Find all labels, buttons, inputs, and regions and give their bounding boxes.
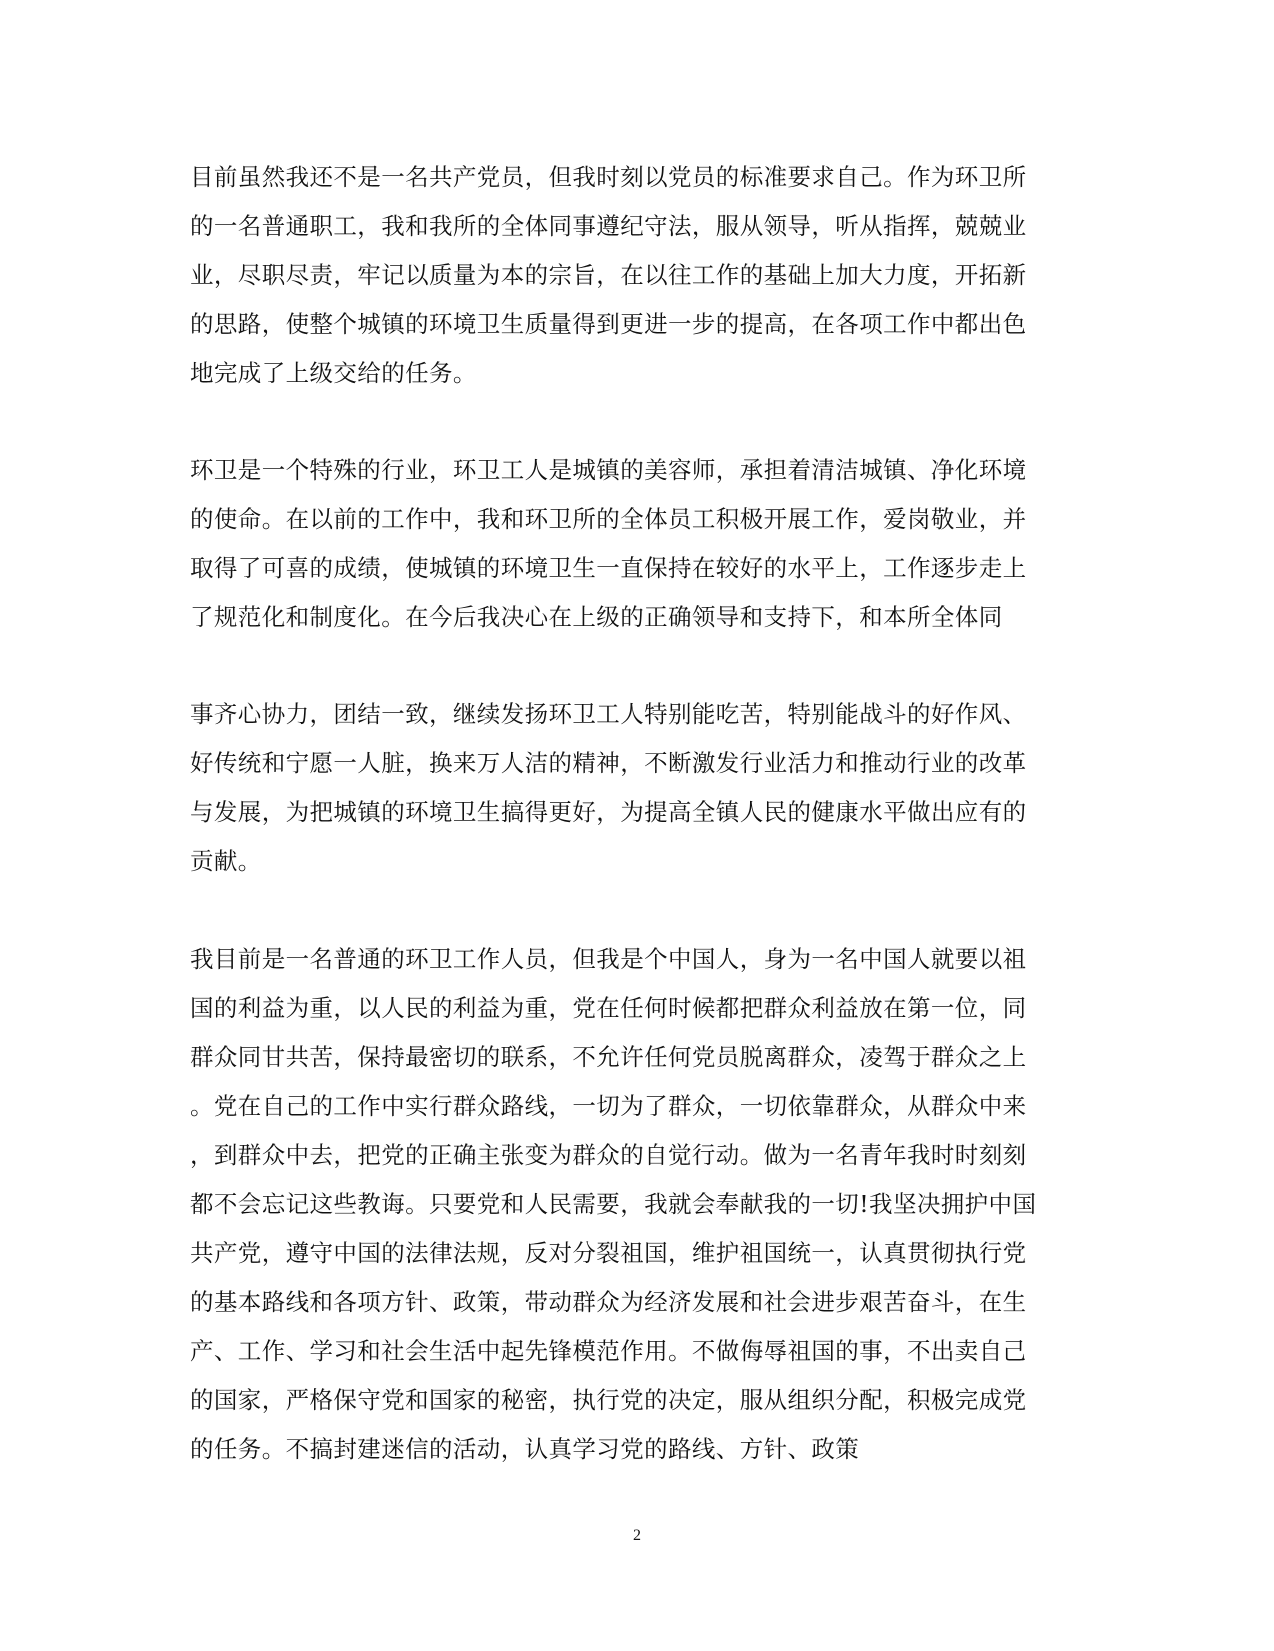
paragraph-3 — [190, 690, 1080, 886]
text-line: 共产党，遵守中国的法律法规，反对分裂祖国，维护祖国统一，认真贯彻执行党 — [190, 1239, 1027, 1267]
text-line: 。党在自己的工作中实行群众路线，一切为了群众，一切依靠群众，从群众中来 — [190, 1092, 1027, 1120]
text-line: 贡献。 — [190, 847, 262, 875]
text-line: 我目前是一名普通的环卫工作人员，但我是个中国人，身为一名中国人就要以祖 — [190, 945, 1027, 973]
text-line: 业，尽职尽责，牢记以质量为本的宗旨，在以往工作的基础上加大力度，开拓新 — [190, 261, 1027, 289]
text-line: 好传统和宁愿一人脏，换来万人洁的精神，不断激发行业活力和推动行业的改革 — [190, 749, 1027, 777]
text-line: 产、工作、学习和社会生活中起先锋模范作用。不做侮辱祖国的事，不出卖自己 — [190, 1337, 1027, 1365]
text-line: 地完成了上级交给的任务。 — [190, 359, 477, 387]
text-line: 都不会忘记这些教诲。只要党和人民需要，我就会奉献我的一切!我坚决拥护中国 — [190, 1190, 1037, 1218]
page-number: 2 — [633, 1527, 641, 1544]
text-line: 的一名普通职工，我和我所的全体同事遵纪守法，服从领导，听从指挥，兢兢业 — [190, 212, 1027, 240]
text-line: 事齐心协力，团结一致，继续发扬环卫工人特别能吃苦，特别能战斗的好作风、 — [190, 700, 1027, 728]
text-line: 目前虽然我还不是一名共产党员，但我时刻以党员的标准要求自己。作为环卫所 — [190, 163, 1027, 191]
text-line: 环卫是一个特殊的行业，环卫工人是城镇的美容师，承担着清洁城镇、净化环境 — [190, 456, 1027, 484]
paragraph-1 — [190, 153, 1080, 398]
paragraph-4 — [190, 935, 1080, 1474]
text-line: 群众同甘共苦，保持最密切的联系，不允许任何党员脱离群众，凌驾于群众之上 — [190, 1043, 1027, 1071]
text-line: 国的利益为重，以人民的利益为重，党在任何时候都把群众利益放在第一位，同 — [190, 994, 1027, 1022]
text-line: 取得了可喜的成绩，使城镇的环境卫生一直保持在较好的水平上，工作逐步走上 — [190, 554, 1027, 582]
text-line: 与发展，为把城镇的环境卫生搞得更好，为提高全镇人民的健康水平做出应有的 — [190, 798, 1027, 826]
text-line: 了规范化和制度化。在今后我决心在上级的正确领导和支持下，和本所全体同 — [190, 603, 1003, 631]
text-line: ，到群众中去，把党的正确主张变为群众的自觉行动。做为一名青年我时时刻刻 — [190, 1141, 1027, 1169]
text-line: 的任务。不搞封建迷信的活动，认真学习党的路线、方针、政策 — [190, 1435, 860, 1463]
text-line: 的国家，严格保守党和国家的秘密，执行党的决定，服从组织分配，积极完成党 — [190, 1386, 1027, 1414]
text-line: 的基本路线和各项方针、政策，带动群众为经济发展和社会进步艰苦奋斗，在生 — [190, 1288, 1027, 1316]
paragraph-2 — [190, 446, 1080, 642]
text-line: 的使命。在以前的工作中，我和环卫所的全体员工积极开展工作，爱岗敬业，并 — [190, 505, 1027, 533]
text-line: 的思路，使整个城镇的环境卫生质量得到更进一步的提高，在各项工作中都出色 — [190, 310, 1027, 338]
